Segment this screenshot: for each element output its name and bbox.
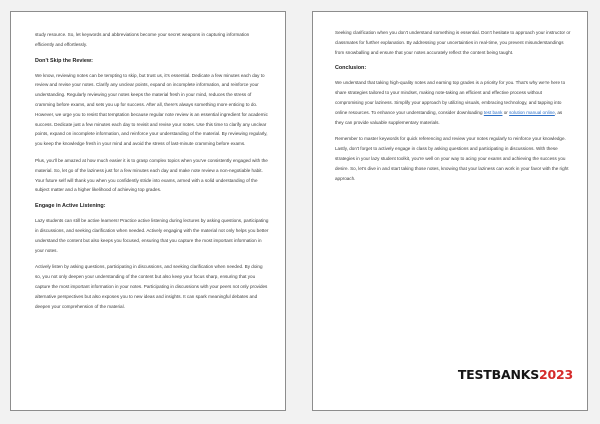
solution-manual-link[interactable]: solution manual online <box>509 109 555 115</box>
paragraph-conclusion <box>335 78 571 127</box>
test-bank-link[interactable]: test bank <box>483 109 503 115</box>
paragraph-intro: study resource. So, let keywords and abbreviations become your secret weapons in capturing information efficiently and effortlessly. <box>35 32 250 47</box>
testbanks-logo <box>458 367 573 382</box>
logo-brand: TESTBANKS <box>457 367 539 382</box>
heading-review: Don't Skip the Review: <box>35 57 93 64</box>
conclusion-text-before: We understand that taking high-quality notes and earning top grades is a priority for you. That's why we're here to share strategies tailored to your mindset, making note-taking an efficient and effective process without compromising your laziness. Simplify your approach by utilizing visuals, embracing technology, and tapping into online resources. To enhance your understanding, consider downloading <box>335 80 566 115</box>
paragraph-listening-2: Actively listen by asking questions, participating in discussions, and seeking clarification when needed. By doing so, you not only deepen your understanding of the content but also keep your focus sharp, ensuring that you capture the most important information in your notes. Participating in discussions with your peers not only provides alternative perspectives but also exposes you to new ideas and insights. It can spark meaningful debates and deepen your comprehension of the material. <box>35 264 268 309</box>
paragraph-review-2: Plus, you'll be amazed at how much easier it is to grasp complex topics when you've consistently engaged with the material. So, let go of the laziness just for a few minutes each day and make note review a non-negotiable habit. Your future self will thank you when you confidently stride into exams, armed with a solid understanding of the subject matter and a higher likelihood of achieving top grades. <box>35 157 268 193</box>
heading-conclusion: Conclusion: <box>335 65 367 72</box>
paragraph-final: Remember to master keywords for quick referencing and review your notes regularly to reinforce your knowledge. Lastly, don't forget to actively engage in class by asking questions and participating in discussions. With these strategies in your lazy student toolkit, you're well on your way to acing your exams and achieving the success you desire. So, let's dive in and start taking those notes, knowing that your laziness can work in your favor with the right approach. <box>335 136 569 181</box>
paragraph-clarification: Seeking clarification when you don't understand something is essential. Don't hesitate to approach your instructor or classmates for further explanation. By addressing your uncertainties in real-time, you prevent misunderstandings from snowballing and ensure that your notes accurately reflect the content being taught. <box>335 30 571 55</box>
document-page-left <box>10 11 286 411</box>
paragraph-listening-1: Lazy students can still be active learners! Practice active listening during lectures by asking questions, participating in discussions, and seeking clarification when needed. Actively engaging with the material not only helps you better understand the content but also keeps you focused, ensuring that you capture the most important information in your notes. <box>35 218 269 253</box>
page-right-content <box>335 28 571 190</box>
logo-year: 2023 <box>539 367 573 382</box>
paragraph-review-1: We know, reviewing notes can be tempting to skip, but trust us, it's essential. Dedicate a few minutes each day to review and revise your notes. Clarify any unclear points, expand on incomplete information, and reinforce your understanding. Regularly reviewing your notes keeps the material fresh in your mind, reduces the stress of cramming before exams, and sets you up for success. After all, there's always something more enticing to do. However, we urge you to resist that temptation because regular note review is an essential ingredient for academic success. Dedicate just a few minutes each day to revisit and revise your notes. Use this time to clarify any unclear points, expand on incomplete information, and reinforce your understanding of the material. By reviewing regularly, you keep the knowledge fresh in your mind and avoid the stress of last-minute cramming before exams. <box>35 72 268 147</box>
conclusion-text-after: , as they can provide valuable supplementary materials. <box>335 109 563 125</box>
document-page-right <box>312 11 588 411</box>
heading-active-listening: Engage in Active Listening: <box>35 203 106 210</box>
conclusion-text-or: or <box>502 109 510 115</box>
page-left-content <box>35 30 269 318</box>
